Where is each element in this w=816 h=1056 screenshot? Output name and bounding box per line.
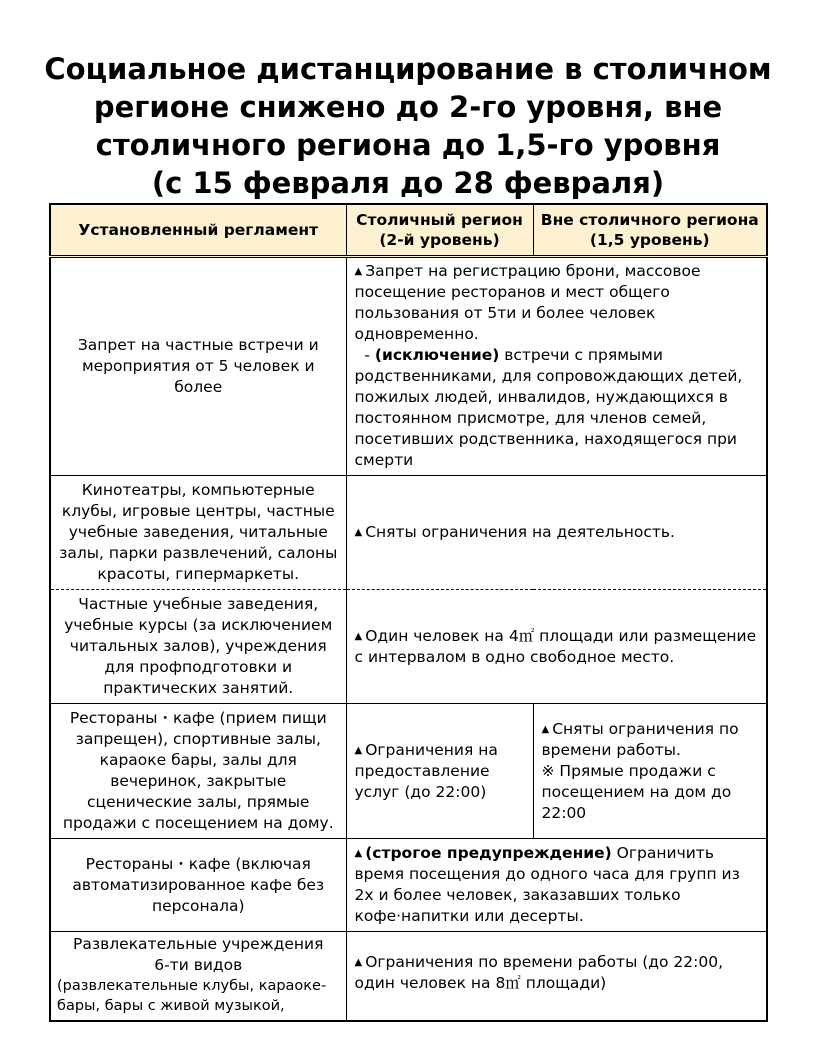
header-regulation-label: Установленный регламент <box>78 221 319 239</box>
row-1-text-2: встречи с прямыми родственниками, для сопровождающих детей, пожилых людей, инвалидов, нуждающихся в постоянном присмотре, для членов семей, посетивших родственника, находящегося при смерти <box>354 346 743 469</box>
row-6-text: Ограничения по времени работы (до 22:00, один человек на 8㎡ площади) <box>354 953 724 992</box>
row-4-outside-text-1: Сняты ограничения по времени работы. <box>541 719 739 759</box>
table-row <box>50 839 767 932</box>
table-header-row <box>50 204 767 257</box>
row-4-outside-measure <box>533 704 767 839</box>
row-3-text: Один человек на 4㎡ площади или размещение с интервалом в одно свободное место. <box>354 626 757 666</box>
header-capital-region <box>346 204 533 257</box>
row-1-dash: - <box>364 346 375 364</box>
table-row <box>50 932 767 1022</box>
regulation-table <box>49 203 768 1022</box>
table-row <box>50 704 767 839</box>
row-4-regulation: Рестораны・кафе (прием пищи запрещен), спортивные залы, караоке бары, залы для вечеринок, закрытые сценические залы, прямые продажи с посещением на дому. <box>50 704 346 839</box>
row-6-regulation-line-3: (развлекательные клубы, караоке-бары, бары с живой музыкой, <box>57 978 327 1014</box>
title-line-2: регионе снижено до 2-го уровня, вне <box>93 90 723 124</box>
row-4-outside-text-2: ※ Прямые продажи с посещением на дом до 22:00 <box>541 761 732 822</box>
table-row <box>50 590 767 704</box>
row-5-regulation: Рестораны・кафе (включая автоматизированное кафе без персонала) <box>50 839 346 932</box>
header-capital-line-1: Столичный регион <box>356 211 523 229</box>
header-outside-region <box>533 204 767 257</box>
page-title <box>40 50 776 202</box>
bullet-icon: ▲ <box>541 723 550 735</box>
row-5-measure <box>346 839 767 932</box>
bullet-icon: ▲ <box>354 848 363 859</box>
row-3-measure <box>346 590 767 704</box>
row-1-text-1: Запрет на регистрацию брони, массовое посещение ресторанов и мест общего пользования от 5ти и более человек одновременно. <box>354 262 701 343</box>
row-6-regulation <box>50 932 346 1022</box>
table-row <box>50 476 767 590</box>
bullet-icon: ▲ <box>354 527 363 538</box>
row-1-measure <box>346 257 767 476</box>
header-capital-line-2: (2-й уровень) <box>379 231 500 249</box>
title-line-4: (с 15 февраля до 28 февраля) <box>151 166 665 200</box>
row-1-regulation: Запрет на частные встречи и мероприятия от 5 человек и более <box>50 257 346 476</box>
bullet-icon: ▲ <box>354 957 363 968</box>
row-4-capital-text: Ограничения на предоставление услуг (до 22:00) <box>354 740 498 801</box>
bullet-icon: ▲ <box>354 630 363 642</box>
row-5-warning-label: (строгое предупреждение) <box>365 844 612 862</box>
row-4-capital-measure <box>346 704 533 839</box>
row-6-measure <box>346 932 767 1022</box>
table-row <box>50 257 767 476</box>
title-line-3: столичного региона до 1,5-го уровня <box>95 128 721 162</box>
row-2-regulation: Кинотеатры, компьютерные клубы, игровые центры, частные учебные заведения, читальные залы, парки развлечений, салоны красоты, гипермаркеты. <box>50 476 346 590</box>
row-3-regulation: Частные учебные заведения, учебные курсы (за исключением читальных залов), учреждения для профподготовки и практических занятий. <box>50 590 346 704</box>
row-6-regulation-line-2: 6-ти видов <box>154 956 243 974</box>
row-1-exception-label: (исключение) <box>374 346 500 364</box>
row-2-measure <box>346 476 767 590</box>
bullet-icon: ▲ <box>354 266 363 277</box>
title-line-1: Социальное дистанцирование в столичном <box>44 52 772 86</box>
row-2-text: Сняты ограничения на деятельность. <box>365 523 675 541</box>
header-regulation <box>50 204 346 257</box>
header-outside-line-2: (1,5 уровень) <box>589 231 710 249</box>
bullet-icon: ▲ <box>354 744 363 756</box>
row-5-text: Ограничить время посещения до одного часа для групп из 2х и более человек, заказавших только кофе·напитки или десерты. <box>354 844 740 925</box>
row-6-regulation-line-1: Развлекательные учреждения <box>73 935 324 953</box>
header-outside-line-1: Вне столичного региона <box>540 211 759 229</box>
